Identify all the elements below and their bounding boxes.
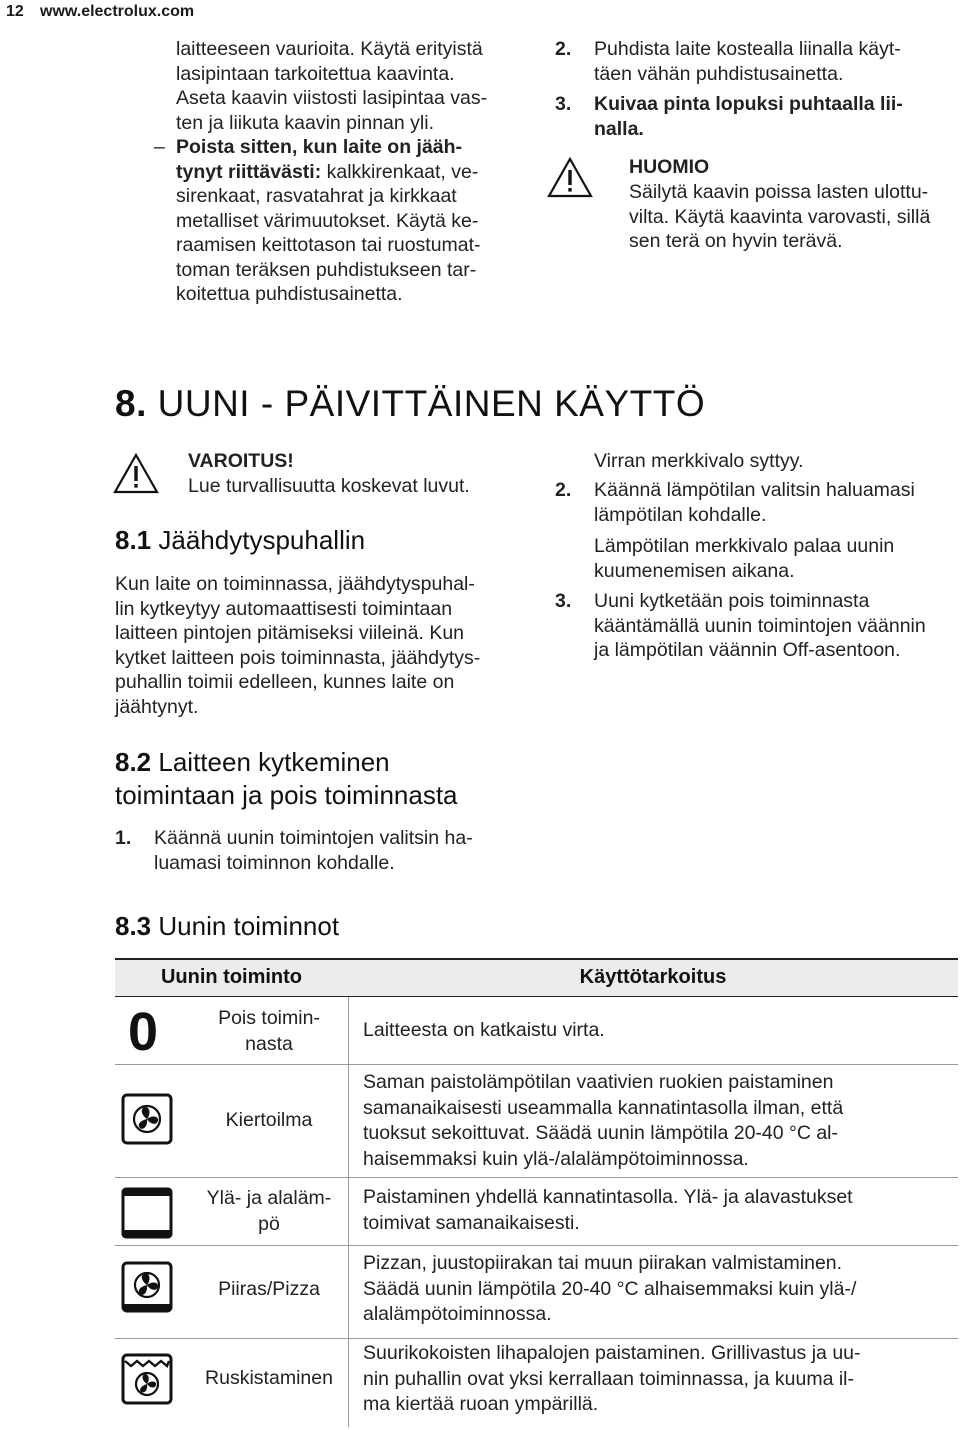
text-line-bold: nalla. [594, 117, 644, 140]
website-url[interactable]: www.electrolux.com [40, 3, 195, 20]
text-line: Säädä uunin lämpötila 20-40 °C alhaisemmaksi kuin ylä-/ [363, 1277, 857, 1300]
table-row-description [363, 1185, 953, 1236]
warning-title: VAROITUS! [188, 450, 294, 472]
table-row-description [363, 1070, 953, 1172]
text-line: pö [258, 1213, 280, 1235]
subsection-title-line2: toimintaan ja pois toiminnasta [115, 780, 458, 810]
text-line: sen terä on hyvin terävä. [629, 230, 843, 252]
text-line: Pizzan, juustopiirakan tai muun piirakan valmistaminen. [363, 1252, 843, 1274]
text-line: kääntämällä uunin toimintojen väännin [594, 614, 926, 637]
subsection-number: 8.2 [115, 747, 152, 777]
bold-phrase: tynyt riittävästi: [176, 160, 322, 183]
text-line: ja lämpötilan väännin Off-asentoon. [594, 639, 901, 661]
right-mid-text [555, 449, 960, 664]
text-line: luamasi toiminnon kohdalle. [154, 851, 395, 874]
text-line: lasipintaan tarkoitettua kaavinta. [176, 62, 455, 85]
text-line: Saman paistolämpötilan vaativien ruokien paistaminen [363, 1071, 834, 1093]
subsection-number: 8.1 [115, 525, 152, 555]
table-header-rule [115, 996, 958, 997]
subsection-heading [115, 746, 390, 779]
text-line-bold: Kuivaa pinta lopuksi puhtaalla lii- [594, 93, 903, 115]
subsection-number: 8.3 [115, 911, 152, 941]
pizza-fan-icon [121, 1261, 173, 1313]
warning-triangle-icon [547, 156, 593, 198]
normal-phrase: kalkkirenkaat, ve- [321, 160, 479, 183]
section-title: UUNI - PÄIVITTÄINEN KÄYTTÖ [157, 383, 706, 424]
text-line: tuoksut sekoittuvat. Säädä uunin lämpötila 20-40 °C al- [363, 1122, 838, 1144]
text-line: ten ja liikuta kaavin pinnan yli. [176, 111, 434, 134]
left-top-text [154, 37, 516, 317]
table-row-description [363, 1018, 953, 1044]
text-line: raamisen keittotason tai ruostumat- [176, 234, 481, 256]
table-row-function-name [190, 1185, 348, 1237]
row-divider [115, 1245, 958, 1246]
text-line: Virran merkkivalo syttyy. [594, 450, 804, 472]
text-line: toman teräksen puhdistukseen tar- [176, 258, 477, 281]
text-line: samanaikaisesti useammalla kannatintasolla ilman, että [363, 1096, 844, 1119]
fan-icon [121, 1093, 173, 1145]
text-line: Käännä lämpötilan valitsin haluamasi [594, 479, 915, 501]
row-divider [115, 1338, 958, 1339]
text-line: Puhdista laite kostealla liinalla käyt- [594, 38, 901, 60]
text-line: Paistaminen yhdellä kannatintasolla. Ylä- ja alavastukset [363, 1186, 853, 1208]
text-line: lämpötilan kohdalle. [594, 503, 767, 526]
table-top-rule [115, 958, 958, 960]
step-list [115, 826, 515, 881]
text-line: Uuni kytketään pois toiminnasta [594, 590, 870, 612]
text-line: Käännä uunin toimintojen valitsin ha- [154, 827, 473, 849]
table-row-function-name [190, 1107, 348, 1133]
subsection-title: Jäähdytyspuhallin [158, 525, 366, 555]
text-line: laitteeseen vaurioita. Käytä erityistä [176, 38, 483, 60]
dash-bullet: – [154, 136, 165, 158]
table-row-function-name [190, 1276, 348, 1302]
text-line: kytket laitteen pois toiminnasta, jäähdytys- [115, 646, 481, 669]
subsection-heading [115, 524, 365, 557]
notice-title: HUOMIO [629, 156, 710, 178]
step-number: 2. [555, 479, 572, 501]
table-row-description [363, 1341, 953, 1418]
text-line: vilta. Käytä kaavinta varovasti, sillä [629, 205, 931, 228]
text-line: haisemmaksi kuin ylä-/alalämpötoiminnossa. [363, 1147, 749, 1170]
text-line: Ylä- ja alaläm- [206, 1187, 332, 1209]
text-line: Lämpötilan merkkivalo palaa uunin [594, 535, 895, 557]
text-line: täen vähän puhdistusainetta. [594, 62, 844, 85]
text-line-bold: Poista sitten, kun laite on jääh- [176, 136, 463, 158]
text-line: Kun laite on toiminnassa, jäähdytyspuhal- [115, 573, 475, 595]
text-line: Pois toimin- [218, 1007, 320, 1029]
right-top-text [555, 37, 960, 267]
zero-symbol: 0 [128, 1002, 159, 1062]
text-line: sirenkaat, rasvatahrat ja kirkkaat [176, 185, 457, 207]
step-number: 3. [555, 93, 572, 115]
row-divider [115, 1064, 958, 1065]
text-line: lin kytkeytyy automaattisesti toimintaan [115, 597, 453, 620]
text-line: Kiertoilma [225, 1109, 313, 1131]
table-header-purpose: Käyttötarkoitus [579, 966, 727, 988]
text-line: alalämpötoiminnossa. [363, 1303, 552, 1325]
text-line: Piiras/Pizza [218, 1278, 320, 1300]
table-row-description [363, 1251, 953, 1328]
text-line: nin puhallin ovat yksi kerrallaan toiminnassa, ja kuuma il- [363, 1367, 854, 1390]
text-line: Säilytä kaavin poissa lasten ulottu- [629, 181, 929, 203]
text-line-mixed [176, 160, 478, 185]
text-line: Suurikokoisten lihapalojen paistaminen. Grillivastus ja uu- [363, 1342, 861, 1364]
table-header-function: Uunin toiminto [160, 966, 303, 988]
section-heading [115, 382, 705, 426]
text-line: kuumenemisen aikana. [594, 559, 795, 582]
grill-fan-icon [121, 1353, 173, 1405]
top-bottom-heat-icon [121, 1187, 173, 1239]
text-line: puhallin toimii edelleen, kunnes laite on [115, 671, 455, 693]
subsection-title: Laitteen kytkeminen [158, 747, 390, 777]
subsection-heading [115, 910, 339, 943]
step-number: 3. [555, 590, 572, 612]
warning-text: Lue turvallisuutta koskevat luvut. [188, 475, 470, 497]
text-line: ma kiertää ruoan ympärillä. [363, 1393, 599, 1415]
text-line: jäähtynyt. [115, 695, 199, 718]
row-divider [115, 1177, 958, 1178]
table-row-function-name [190, 1365, 348, 1391]
text-line: Ruskistaminen [205, 1367, 333, 1389]
section-number: 8. [115, 383, 147, 424]
table-row-function-name [190, 1005, 348, 1057]
warning-triangle-icon [113, 452, 159, 494]
column-divider [348, 997, 349, 1427]
page-number: 12 [6, 3, 24, 20]
text-line: metalliset värimuutokset. Käytä ke- [176, 209, 479, 232]
step-number: 1. [115, 827, 132, 849]
paragraph [115, 572, 515, 722]
step-number: 2. [555, 38, 572, 60]
text-line: Laitteesta on katkaistu virta. [363, 1019, 605, 1041]
text-line: laitteen pintojen pitämiseksi viileinä. Kun [115, 622, 465, 644]
subsection-title: Uunin toiminnot [158, 911, 340, 941]
text-line: Aseta kaavin viistosti lasipintaa vas- [176, 87, 488, 109]
text-line: toimivat samanaikaisesti. [363, 1211, 580, 1234]
text-line: koitettua puhdistusainetta. [176, 283, 403, 305]
text-line: nasta [245, 1033, 293, 1055]
